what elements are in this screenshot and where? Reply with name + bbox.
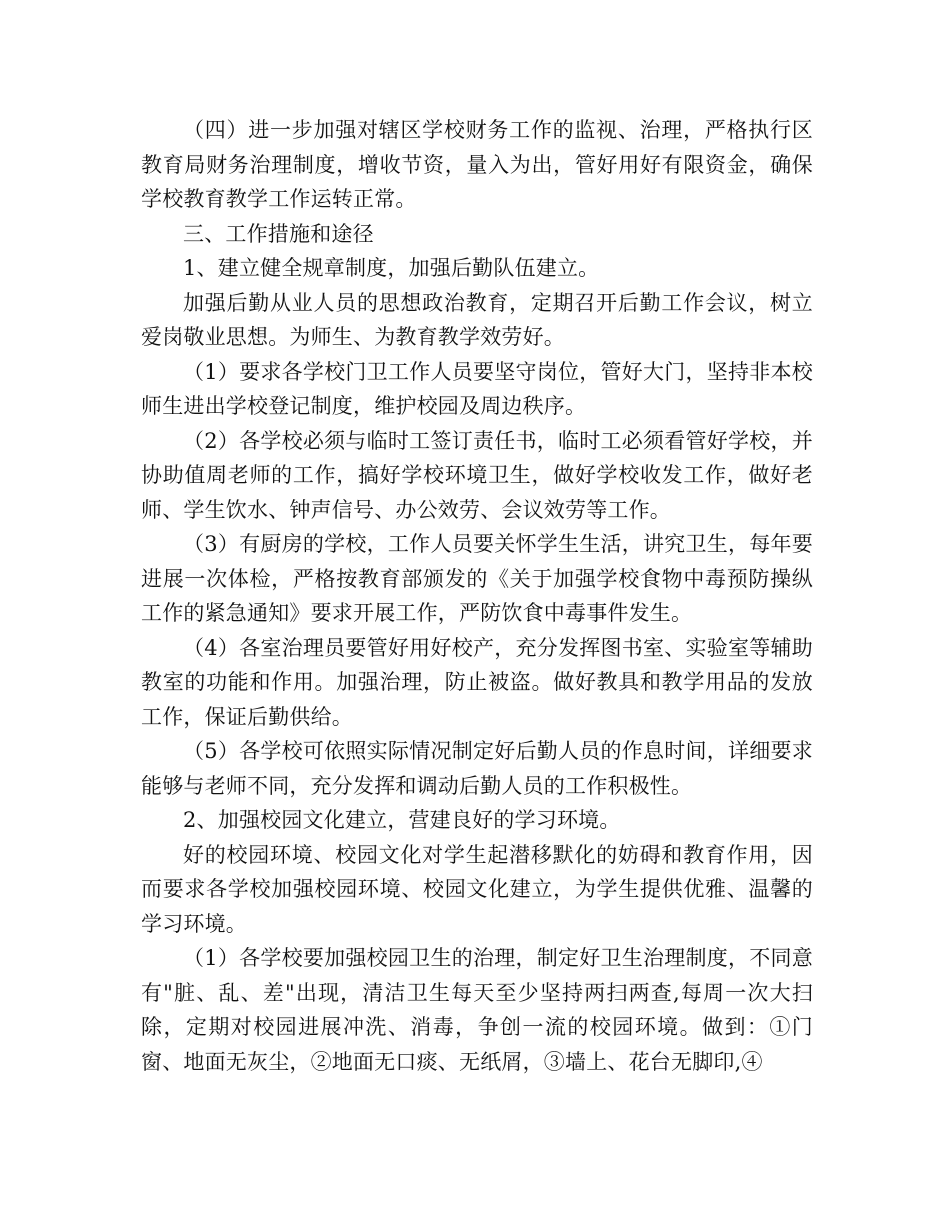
section-heading-measures: 三、工作措施和途径 bbox=[183, 221, 374, 246]
subheading-regulations: 1、建立健全规章制度，加强后勤队伍建立。 bbox=[183, 256, 600, 280]
item-guard-duty: （1）要求各学校门卫工作人员要坚守岗位，管好大门，坚持非本校师生进出学校登记制度，维护校园及周边秩序。 bbox=[141, 359, 813, 418]
document-body bbox=[141, 113, 813, 1079]
item-temporary-workers: （2）各学校必须与临时工签订责任书，临时工必须看管好学校，并协助值周老师的工作，搞好学校环境卫生，做好学校收发工作，做好老师、学生饮水、钟声信号、办公效劳、会议效劳等工作。 bbox=[141, 428, 813, 522]
item-work-schedule: （5）各学校可依照实际情况制定好后勤人员的作息时间，详细要求能够与老师不同，充分发挥和调动后勤人员的工作积极性。 bbox=[141, 739, 813, 798]
paragraph-campus-environment: 好的校园环境、校园文化对学生起潜移默化的妨碍和教育作用，因而要求各学校加强校园环境、校园文化建立，为学生提供优雅、温馨的学习环境。 bbox=[141, 842, 813, 936]
item-room-managers: （4）各室治理员要管好用好校产，充分发挥图书室、实验室等辅助教室的功能和作用。加强治理，防止被盗。做好教具和教学用品的发放工作，保证后勤供给。 bbox=[141, 635, 813, 729]
paragraph-staff-education: 加强后勤从业人员的思想政治教育，定期召开后勤工作会议，树立爱岗敬业思想。为师生、为教育教学效劳好。 bbox=[141, 290, 813, 349]
item-kitchen-hygiene: （3）有厨房的学校，工作人员要关怀学生生活，讲究卫生，每年要进展一次体检，严格按教育部颁发的《关于加强学校食物中毒预防操纵工作的紧急通知》要求开展工作，严防饮食中毒事件发生。 bbox=[141, 532, 813, 625]
subheading-campus-culture: 2、加强校园文化建立，营建良好的学习环境。 bbox=[183, 808, 621, 832]
paragraph-finance-supervision: （四）进一步加强对辖区学校财务工作的监视、治理，严格执行区教育局财务治理制度，增收节资，量入为出，管好用好有限资金，确保学校教育教学工作运转正常。 bbox=[141, 118, 813, 211]
item-campus-cleaning: （1）各学校要加强校园卫生的治理，制定好卫生治理制度，不同意有"脏、乱、差"出现，清洁卫生每天至少坚持两扫两查,每周一次大扫除，定期对校园进展冲洗、消毒，争创一流的校园环境。做到：①门窗、地面无灰尘，②地面无口痰、无纸屑，③墙上、花台无脚印,④ bbox=[141, 946, 813, 1074]
